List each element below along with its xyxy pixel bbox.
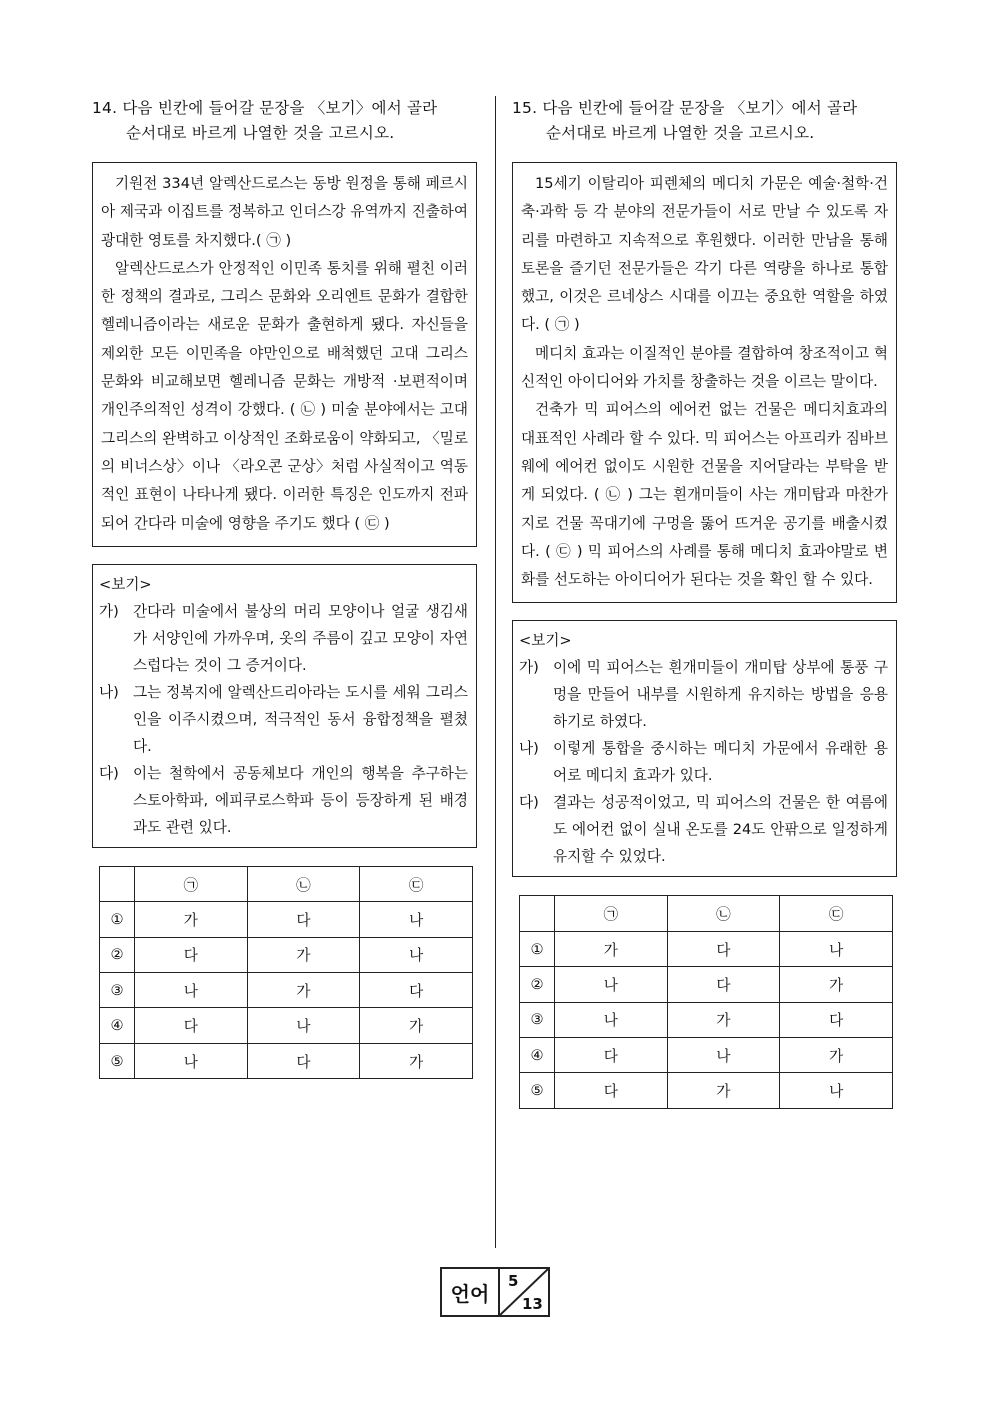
question-15-bogi-box: [512, 620, 897, 877]
question-14-title: [92, 96, 477, 146]
option-number: ④: [520, 1038, 555, 1073]
table-cell: 나: [667, 1038, 780, 1073]
bogi-item-label: 나): [519, 740, 539, 758]
page-total: 13: [522, 1295, 543, 1313]
question-15: [512, 96, 897, 1109]
bogi-item-label: 다): [519, 794, 539, 812]
answer-option-row[interactable]: [520, 1073, 893, 1108]
option-number: ①: [100, 902, 135, 937]
bogi-item: [519, 789, 888, 870]
bogi-item-text: 결과는 성공적이었고, 믹 피어스의 건물은 한 여름에도 에어컨 없이 실내 온도를 24도 안팎으로 일정하게 유지할 수 있었다.: [553, 794, 888, 866]
passage-paragraph: 알렉산드로스가 안정적인 이민족 통치를 위해 펼친 이러한 정책의 결과로, 그리스 문화와 오리엔트 문화가 결합한 헬레니즘이라는 새로운 문화가 출현하게 됐다. 자신들을 제외한 모든 이민족을 야만인으로 배척했던 고대 그리스 문화와 비교해보면 헬레니즘 문화는 개방적 ·보편적이며 개인주의적인 성격이 강했다. ( ㉡ ) 미술 분야에서는 고대 그리스의 완벽하고 이상적인 조화로움이 약화되고, 〈밀로의 비너스상〉이나 〈라오콘 군상〉처럼 사실적이고 역동적인 표현이 나타나게 됐다. 이러한 특징은 인도까지 전파되어 간다라 미술에 영향을 주기도 했다 ( ㉢ ): [101, 259, 468, 532]
table-cell: 가: [135, 902, 248, 937]
answer-option-row[interactable]: [100, 1008, 473, 1043]
question-14-bogi-box: [92, 564, 477, 848]
table-cell: 가: [247, 937, 360, 972]
question-15-title-line2: 순서대로 바르게 나열한 것을 고르시오.: [546, 124, 815, 142]
bogi-item-text: 그는 정복지에 알렉산드리아라는 도시를 세워 그리스인을 이주시켰으며, 적극적인 동서 융합정책을 펼쳤다.: [133, 683, 468, 755]
passage-paragraph: 메디치 효과는 이질적인 분야를 결합하여 창조적이고 혁신적인 아이디어와 가치를 창출하는 것을 이르는 말이다.: [521, 344, 888, 391]
answer-option-row[interactable]: [520, 1002, 893, 1037]
table-cell: 다: [667, 967, 780, 1002]
table-cell: 나: [360, 902, 473, 937]
bogi-item-label: 나): [99, 683, 119, 701]
answer-option-row[interactable]: [520, 1038, 893, 1073]
table-header-cell: ㉠: [135, 866, 248, 901]
answer-option-row[interactable]: [520, 967, 893, 1002]
answer-option-row[interactable]: [520, 931, 893, 966]
bogi-item-label: 가): [99, 602, 119, 620]
bogi-item-text: 이는 철학에서 공동체보다 개인의 행복을 추구하는 스토아학파, 에피쿠로스학파 등이 등장하게 된 배경과도 관련 있다.: [133, 764, 468, 836]
table-header-row: [520, 896, 893, 931]
option-number: ②: [520, 967, 555, 1002]
passage-paragraph: 기원전 334년 알렉산드로스는 동방 원정을 통해 페르시아 제국과 이집트를 정복하고 인더스강 유역까지 진출하여 광대한 영토를 차지했다.( ㉠ ): [101, 175, 468, 249]
answer-option-row[interactable]: [100, 937, 473, 972]
bogi-item: [99, 679, 468, 760]
table-header-cell: [100, 866, 135, 901]
question-14-title-line2: 순서대로 바르게 나열한 것을 고르시오.: [126, 124, 395, 142]
option-number: ⑤: [100, 1043, 135, 1078]
table-cell: 다: [667, 931, 780, 966]
table-header-cell: ㉡: [667, 896, 780, 931]
table-cell: 다: [780, 1002, 893, 1037]
table-cell: 나: [780, 1073, 893, 1108]
table-cell: 가: [780, 1038, 893, 1073]
table-cell: 나: [555, 1002, 668, 1037]
question-15-title-line1: 15. 다음 빈칸에 들어갈 문장을 〈보기〉에서 골라: [512, 99, 858, 117]
table-header-row: [100, 866, 473, 901]
table-cell: 가: [667, 1073, 780, 1108]
answer-option-row[interactable]: [100, 902, 473, 937]
bogi-header: <보기>: [519, 632, 572, 650]
table-cell: 다: [247, 902, 360, 937]
passage-paragraph: 건축가 믹 피어스의 에어컨 없는 건물은 메디치효과의 대표적인 사례라 할 수 있다. 믹 피어스는 아프리카 짐바브웨에 에어컨 없이도 시원한 건물을 지어달라는 부탁을 받게 되었다. ( ㉡ ) 그는 흰개미들이 사는 개미탑과 마찬가지로 건물 꼭대기에 구멍을 뚫어 뜨거운 공기를 배출시켰다. ( ㉢ ) 믹 피어스의 사례를 통해 메디치 효과야말로 변화를 선도하는 아이디어가 된다는 것을 확인 할 수 있다.: [521, 401, 888, 589]
question-14-passage: [92, 162, 477, 547]
table-cell: 나: [135, 973, 248, 1008]
bogi-item: [99, 760, 468, 841]
table-header-cell: ㉠: [555, 896, 668, 931]
option-number: ⑤: [520, 1073, 555, 1108]
option-number: ③: [100, 973, 135, 1008]
question-15-passage: [512, 162, 897, 603]
bogi-header: <보기>: [99, 575, 152, 593]
option-number: ③: [520, 1002, 555, 1037]
option-number: ②: [100, 937, 135, 972]
table-cell: 가: [360, 1008, 473, 1043]
question-15-answer-table: [519, 895, 893, 1108]
subject-label: 언어: [442, 1269, 500, 1315]
question-15-title: [512, 96, 897, 146]
page-number: 5: [508, 1272, 519, 1290]
table-cell: 다: [555, 1073, 668, 1108]
table-header-cell: ㉡: [247, 866, 360, 901]
bogi-item-label: 가): [519, 659, 539, 677]
bogi-item-text: 간다라 미술에서 불상의 머리 모양이나 얼굴 생김새가 서양인에 가까우며, 옷의 주름이 깊고 모양이 자연스럽다는 것이 그 증거이다.: [133, 602, 468, 674]
table-cell: 가: [555, 931, 668, 966]
bogi-item-label: 다): [99, 764, 119, 782]
table-cell: 나: [247, 1008, 360, 1043]
table-cell: 다: [555, 1038, 668, 1073]
bogi-item-text: 이에 믹 피어스는 흰개미들이 개미탑 상부에 통풍 구멍을 만들어 내부를 시원하게 유지하는 방법을 응용하기로 하였다.: [553, 659, 888, 731]
table-cell: 다: [247, 1043, 360, 1078]
answer-option-row[interactable]: [100, 973, 473, 1008]
table-cell: 다: [360, 973, 473, 1008]
passage-paragraph: 15세기 이탈리아 피렌체의 메디치 가문은 예술·철학·건축·과학 등 각 분야의 전문가들이 서로 만날 수 있도록 자리를 마련하고 지속적으로 후원했다. 이러한 만남을 통해 토론을 즐기던 전문가들은 각기 다른 역량을 하나로 통합했고, 이것은 르네상스 시대를 이끄는 중요한 역할을 하였다. ( ㉠ ): [521, 175, 888, 334]
table-cell: 나: [135, 1043, 248, 1078]
table-cell: 나: [780, 931, 893, 966]
table-cell: 나: [555, 967, 668, 1002]
table-header-cell: ㉢: [780, 896, 893, 931]
table-header-cell: ㉢: [360, 866, 473, 901]
column-divider: [495, 96, 496, 1248]
option-number: ④: [100, 1008, 135, 1043]
question-14-title-line1: 14. 다음 빈칸에 들어갈 문장을 〈보기〉에서 골라: [92, 99, 438, 117]
bogi-item-text: 이렇게 통합을 중시하는 메디치 가문에서 유래한 용어로 메디치 효과가 있다.: [553, 740, 888, 785]
table-header-cell: [520, 896, 555, 931]
bogi-item: [519, 735, 888, 789]
bogi-item: [519, 654, 888, 735]
bogi-item: [99, 598, 468, 679]
question-14: [92, 96, 477, 1079]
question-14-answer-table: [99, 866, 473, 1079]
table-cell: 나: [360, 937, 473, 972]
table-cell: 가: [360, 1043, 473, 1078]
answer-option-row[interactable]: [100, 1043, 473, 1078]
table-cell: 가: [667, 1002, 780, 1037]
table-cell: 가: [247, 973, 360, 1008]
table-cell: 다: [135, 1008, 248, 1043]
page-indicator: [440, 1267, 550, 1317]
table-cell: 가: [780, 967, 893, 1002]
table-cell: 다: [135, 937, 248, 972]
option-number: ①: [520, 931, 555, 966]
